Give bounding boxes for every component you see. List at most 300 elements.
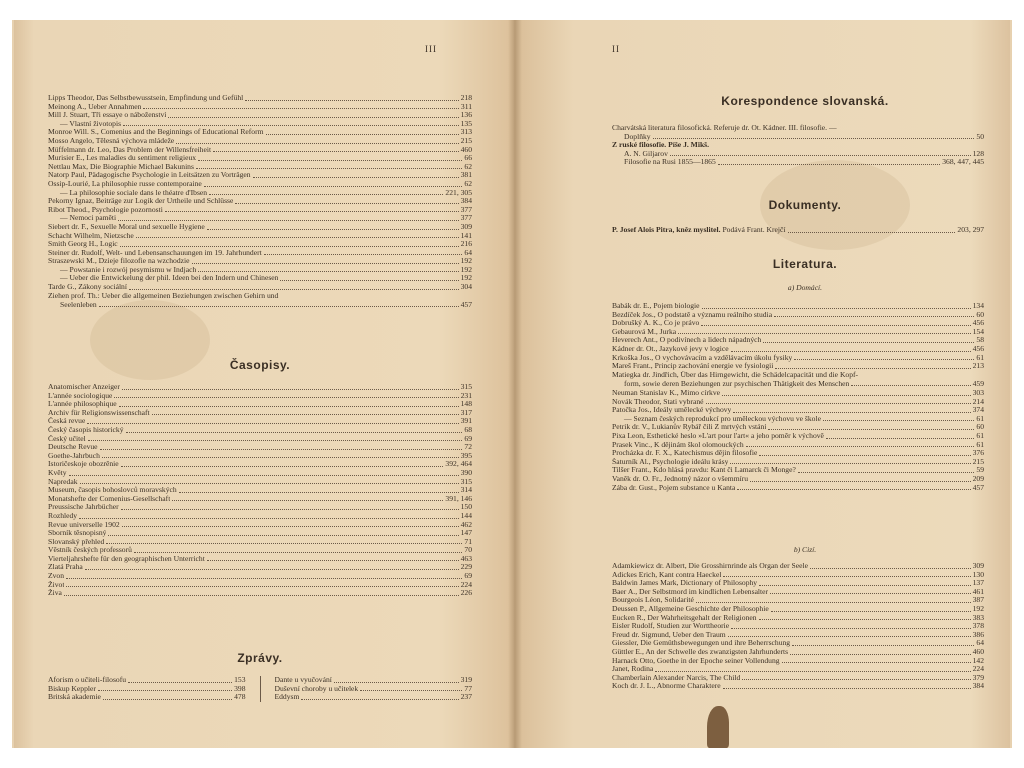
page-ref: 314 <box>460 485 472 495</box>
entry-text: — Nemoci paměti <box>60 214 117 223</box>
index-entry <box>612 657 984 666</box>
dot-leader <box>678 333 971 334</box>
dot-leader <box>103 699 232 700</box>
dot-leader <box>759 619 971 620</box>
page-ref: 374 <box>972 405 984 415</box>
index-entry <box>612 648 984 657</box>
dot-leader <box>722 395 971 396</box>
entry-text: Krkoška Jos., O vychovávacím a vzdělávacím úkolu fysiky <box>612 353 793 362</box>
index-entry <box>612 562 984 571</box>
dot-leader <box>701 325 970 326</box>
page-ref: 460 <box>460 144 472 154</box>
left-page-number: III <box>425 44 437 54</box>
entry-text: Eucken R., Der Wahrheitsgehalt der Religionen <box>612 613 757 622</box>
dot-leader <box>235 203 458 204</box>
page-ref: 457 <box>460 299 472 309</box>
page-ref: 61 <box>976 439 984 449</box>
entry-text: Zába dr. Gust., Pojem substance u Kanta <box>612 483 736 492</box>
entry-text: Museum, časopis bohoslovců moravských <box>48 486 177 495</box>
domaci-label: a) Domácí. <box>787 283 823 292</box>
index-entry <box>48 529 472 538</box>
entry-text: Gebaurová M., Jurka <box>612 327 677 336</box>
entry-text: Baldwin James Mark, Dictionary of Philosophy <box>612 579 758 588</box>
index-entry <box>612 389 984 398</box>
index-entry <box>612 605 984 614</box>
entry-text: Český časopis historický <box>48 425 124 434</box>
entry-text: Kádner dr. Ot., Jazykové jevy v logice <box>612 344 729 353</box>
page-ref: 213 <box>972 361 984 371</box>
page-ref: 134 <box>972 301 984 310</box>
page-ref: 192 <box>460 264 472 274</box>
entry-text: Charvátská literatura filosofická. Referuje dr. Ot. Kádner. III. filosofie. — <box>612 123 837 132</box>
casopisy-list <box>48 383 472 598</box>
entry-text: — La philosophie sociale dans le théatre d'Ibsen <box>60 188 208 197</box>
page-ref: 456 <box>972 318 984 328</box>
page-ref: 69 <box>464 433 472 443</box>
index-entry <box>612 406 984 415</box>
dot-leader <box>80 483 459 484</box>
dot-leader <box>87 423 458 424</box>
page-ref: 209 <box>972 473 984 483</box>
index-entry <box>48 120 472 129</box>
dot-leader <box>655 671 970 672</box>
dot-leader <box>702 308 971 309</box>
dot-leader <box>207 560 459 561</box>
entry-text: Prasek Vinc., K dějinám škol olomouckých <box>612 440 744 449</box>
entry-text: L'année philosophique <box>48 400 117 409</box>
index-entry <box>48 206 472 215</box>
entry-text: Archiv für Religionswissenschaft <box>48 408 150 417</box>
dot-leader <box>763 342 974 343</box>
page-ref: 459 <box>972 378 984 388</box>
dot-leader <box>723 688 971 689</box>
page-ref: 154 <box>972 326 984 336</box>
page-ref: 309 <box>972 561 984 570</box>
index-entry <box>48 128 472 137</box>
page-ref: 395 <box>460 450 472 460</box>
page-ref: 61 <box>976 430 984 440</box>
dot-leader <box>775 368 970 369</box>
page-ref: 130 <box>972 569 984 579</box>
page-ref: 226 <box>460 588 472 598</box>
page-ref: 59 <box>976 465 984 475</box>
index-entry <box>48 197 472 206</box>
dot-leader <box>69 475 459 476</box>
entry-text: Ribot Theod., Psychologie pozornosti <box>48 205 163 214</box>
page-ref: 192 <box>972 603 984 613</box>
page-ref: 462 <box>460 519 472 529</box>
index-entry <box>48 478 472 487</box>
page-ref: 218 <box>460 93 472 102</box>
matiegka-entry <box>612 371 984 388</box>
entry-text: Ziehen prof. Th.: Ueber die allgemeinen Beziehungen zwischen Gehirn und <box>48 291 279 300</box>
entry-text: Mareš Frant., Princip zachování energie ve fysiologii <box>612 362 774 371</box>
page-ref: 398 <box>234 683 246 693</box>
entry-text: Věstník českých professorů <box>48 546 132 555</box>
dokumenty-heading: Dokumenty. <box>768 198 842 212</box>
domaci-list-continued <box>612 389 984 492</box>
entry-text: Janet, Rodina <box>612 665 654 674</box>
page-damage <box>707 706 729 748</box>
page-ref: 144 <box>460 510 472 520</box>
index-entry <box>48 452 472 461</box>
page-ref: 381 <box>460 170 472 180</box>
zpravy-heading: Zprávy. <box>237 651 283 665</box>
dot-leader <box>759 585 971 586</box>
dot-leader <box>168 117 458 118</box>
entry-text: Eddysm <box>274 693 300 702</box>
dot-leader <box>794 359 974 360</box>
dot-leader <box>737 489 970 490</box>
dot-leader <box>245 100 458 101</box>
page-ref: 50 <box>976 131 984 141</box>
page-ref: 456 <box>972 343 984 353</box>
page-ref: 147 <box>460 528 472 538</box>
dot-leader <box>66 578 462 579</box>
entry-text: Pekorny Ignaz, Beiträge zur Logik der Urtheile und Schlüsse <box>48 197 234 206</box>
literatura-heading: Literatura. <box>772 257 838 271</box>
page-ref: 64 <box>464 247 472 257</box>
index-entry <box>612 398 984 407</box>
ruske-title: Z ruské filosofie. Píše J. Mikš. <box>612 140 710 150</box>
dot-leader <box>192 263 459 264</box>
index-entry <box>612 622 984 631</box>
cizi-label: b) Cizí. <box>793 545 817 554</box>
index-entry <box>48 469 472 478</box>
page-ref: 60 <box>976 422 984 432</box>
entry-text: Smith Georg H., Logic <box>48 240 118 249</box>
page-ref: 135 <box>460 118 472 128</box>
dot-leader <box>176 143 458 144</box>
entry-text: Šaturník Al., Psychologie ideálu krásy <box>612 457 729 466</box>
dot-leader <box>742 679 970 680</box>
entry-text: Česká revue <box>48 417 86 426</box>
index-entry <box>275 685 473 694</box>
dot-leader <box>823 420 974 421</box>
entry-text: Natorp Paul, Pädagogische Psychologie in Leitsätzen zu Vorträgen <box>48 171 251 180</box>
casopisy-heading: Časopisy. <box>229 358 291 372</box>
dot-leader <box>746 446 975 447</box>
page-ref: 368, 447, 445 <box>942 157 984 167</box>
entry-text: Deutsche Revue <box>48 443 98 452</box>
entry-text: — Vlastní životopis <box>60 119 122 128</box>
dot-leader <box>670 155 971 156</box>
page-ref: 215 <box>972 456 984 466</box>
index-entry <box>48 676 246 685</box>
page-ref: 463 <box>460 553 472 563</box>
page-ref: 71 <box>464 536 472 546</box>
dot-leader <box>120 246 459 247</box>
index-entry <box>612 345 984 354</box>
entry-text: Bezdíček Jos., O podstatě a významu reálního studia <box>612 310 773 319</box>
index-entry <box>612 466 984 475</box>
entry-text: Steiner dr. Rudolf, Welt- und Lebensanschauungen im 19. Jahrhundert <box>48 248 262 257</box>
entry-text: Tarde G., Zákony sociální <box>48 283 127 292</box>
dot-leader <box>88 440 463 441</box>
index-entry <box>612 158 984 167</box>
dot-leader <box>85 569 459 570</box>
index-entry <box>612 631 984 640</box>
page-ref: 376 <box>972 448 984 458</box>
entry-text: Sborník těsnopisný <box>48 529 107 538</box>
page-ref: 315 <box>460 476 472 486</box>
index-entry <box>275 676 473 685</box>
index-entry <box>48 214 472 223</box>
dot-leader <box>143 108 458 109</box>
entry-text: Doplňky <box>624 132 651 141</box>
index-entry <box>48 409 472 418</box>
index-entry <box>48 495 472 504</box>
page-ref: 229 <box>460 562 472 572</box>
entry-text: Slovanský přehled <box>48 537 105 546</box>
entry-text: Aforism o učiteli-filosofu <box>48 676 127 684</box>
index-entry <box>612 328 984 337</box>
entry-text: Meinong A., Ueber Annahmen <box>48 102 142 111</box>
index-entry <box>612 319 984 328</box>
entry-text: Siebert dr. F., Sexuelle Moral und sexuelle Hygiene <box>48 222 205 231</box>
page-ref: 153 <box>234 675 246 684</box>
dot-leader <box>264 254 463 255</box>
pitra-title: P. Josef Alois Pitra, kněz myslitel. <box>612 226 721 234</box>
page-ref: 311 <box>460 101 472 111</box>
dot-leader <box>750 481 971 482</box>
index-entry <box>48 232 472 241</box>
page-ref: 128 <box>972 148 984 158</box>
index-entry <box>48 180 472 189</box>
index-entry <box>48 392 472 401</box>
page-ref: 319 <box>460 675 472 684</box>
entry-text: Biskup Keppler <box>48 684 96 693</box>
dot-leader <box>798 472 975 473</box>
index-entry <box>48 223 472 232</box>
dot-leader <box>196 168 462 169</box>
index-entry <box>612 674 984 683</box>
dot-leader <box>774 316 974 317</box>
entry-text: form, sowie deren Beziehungen zur psychischen Thätigkeit des Menschen <box>624 379 850 388</box>
page-ref: 61 <box>976 352 984 362</box>
dot-leader <box>207 229 459 230</box>
dot-leader <box>771 611 971 612</box>
entry-text: Živa <box>48 589 62 598</box>
index-entry <box>48 572 472 581</box>
page-ref: 386 <box>972 629 984 639</box>
pitra-author: Podává Frant. Krejčí <box>720 226 786 234</box>
entry-text: Novák Theodor, Stati vybrané <box>612 397 704 406</box>
dot-leader <box>280 280 458 281</box>
domaci-list <box>612 302 984 371</box>
entry-text: Zvon <box>48 572 65 581</box>
index-entry <box>48 443 472 452</box>
index-entry <box>48 693 246 702</box>
ziehen-entry <box>48 292 472 309</box>
zpravy-left-column <box>48 676 246 702</box>
dot-leader <box>768 429 974 430</box>
page-ref: 313 <box>460 127 472 137</box>
index-entry <box>48 240 472 249</box>
entry-text: Babák dr. E., Pojem biologie <box>612 302 700 310</box>
index-entry <box>612 432 984 441</box>
page-ref: 60 <box>976 309 984 319</box>
entry-text: Mill J. Stuart, Tři essaye o náboženství <box>48 111 167 120</box>
entry-text: Adamkiewicz dr. Albert, Die Grosshirnrinde als Organ der Seele <box>612 562 808 570</box>
dot-leader <box>334 682 459 683</box>
zpravy-columns <box>48 676 472 702</box>
page-ref: 309 <box>460 221 472 231</box>
cizi-list <box>612 562 984 691</box>
dot-leader <box>108 535 458 536</box>
page-ref: 216 <box>460 239 472 249</box>
dot-leader <box>731 351 971 352</box>
dot-leader <box>790 654 971 655</box>
entry-text: Život <box>48 580 65 589</box>
dot-leader <box>121 466 444 467</box>
entry-text: Giessler, Die Gemüthsbewegungen und ihre Beherrschung <box>612 639 791 648</box>
entry-text: Procházka dr. F. X., Katechismus dějin filosofie <box>612 449 758 458</box>
page-ref: 192 <box>460 256 472 266</box>
index-entry <box>48 249 472 258</box>
page-ref: 215 <box>460 135 472 145</box>
dot-leader <box>728 636 971 637</box>
index-entry <box>48 486 472 495</box>
index-entry <box>612 449 984 458</box>
page-ref: 478 <box>234 692 246 702</box>
index-entry <box>48 555 472 564</box>
dot-leader <box>198 271 458 272</box>
entry-text: Koch dr. J. L., Abnorme Charaktere <box>612 682 721 691</box>
entry-text: Mosso Angelo, Tělesná výchova mládeže <box>48 136 175 145</box>
dot-leader <box>706 403 971 404</box>
entry-text: Napredak <box>48 477 78 486</box>
page-ref: 221, 305 <box>445 187 472 197</box>
entry-text: Pixa Leon, Esthetické heslo »L'art pour l'art« a jeho poměr k výchově <box>612 431 824 440</box>
entry-text: Deussen P., Allgemeine Geschichte der Philosophie <box>612 604 769 613</box>
page-ref: 224 <box>972 664 984 674</box>
entry-text: Müffelmann dr. Leo, Das Problem der Willensfreiheit <box>48 145 212 154</box>
index-entry <box>612 682 984 691</box>
dot-leader <box>204 186 463 187</box>
dot-leader <box>114 397 458 398</box>
page-ref: 378 <box>972 621 984 631</box>
entry-text: Vierteljahrshefte für den geographischen Unterricht <box>48 554 205 563</box>
page-ref: 317 <box>460 407 472 417</box>
index-entry <box>612 665 984 674</box>
page-ref: 203, 297 <box>957 225 984 234</box>
index-entry <box>48 426 472 435</box>
index-entry <box>48 503 472 512</box>
page-ref: 150 <box>460 502 472 512</box>
charvatska-entry <box>612 124 984 133</box>
entry-text: Revue universelle 1902 <box>48 520 120 529</box>
index-entry <box>612 336 984 345</box>
dot-leader <box>731 628 970 629</box>
page-ref: 58 <box>976 335 984 345</box>
index-entry <box>48 171 472 180</box>
entry-text: Straszewski M., Dzieje filozofie na wzchodzie <box>48 257 190 266</box>
dot-leader <box>122 389 459 390</box>
dot-leader <box>118 220 459 221</box>
dot-leader <box>165 211 459 212</box>
entry-text: Bourgeois Léon, Solidarité <box>612 596 694 605</box>
page-ref: 62 <box>464 178 472 188</box>
page-ref: 192 <box>460 273 472 283</box>
index-entry <box>612 579 984 588</box>
index-entry <box>612 423 984 432</box>
page-ref: 72 <box>464 442 472 452</box>
dot-leader <box>213 151 459 152</box>
entry-text: Freud dr. Sigmund, Ueber den Traum <box>612 630 726 639</box>
entry-text: Murisier E., Les maladies du sentiment religieux <box>48 154 197 163</box>
index-entry <box>48 521 472 530</box>
entry-text: Tilšer Frant., Kdo hlásá pravdu: Kant či Lamarck či Monge? <box>612 466 796 475</box>
index-entry <box>48 460 472 469</box>
index-entry <box>612 571 984 580</box>
entry-text: Istoričeskoje obozrěnie <box>48 460 119 469</box>
index-entry <box>48 103 472 112</box>
index-entry <box>48 435 472 444</box>
index-entry <box>48 417 472 426</box>
entry-text: Vaněk dr. O. Fr., Jednotný názor o všemmíru <box>612 474 749 483</box>
entry-text: Neuman Stanislav K., Mimo církve <box>612 389 720 397</box>
page-ref: 61 <box>976 413 984 423</box>
entry-text: Anatomischer Anzeiger <box>48 383 120 391</box>
zpravy-right-column <box>275 676 473 702</box>
dot-leader <box>733 412 970 413</box>
entry-text: Zlatá Praha <box>48 563 83 572</box>
entry-text: Matiegka dr. Jindřich, Über das Hirngewicht, die Schädelcapacität und die Kopf- <box>612 370 859 379</box>
dot-leader <box>360 690 462 691</box>
page-ref: 64 <box>976 638 984 648</box>
entry-text: Chamberlain Alexander Narcis, The Child <box>612 673 741 682</box>
dot-leader <box>826 438 974 439</box>
entry-text: — Seznam českých reprodukcí pro uměleckou výchovu ve škole <box>624 414 821 423</box>
page-ref: 66 <box>464 153 472 163</box>
dot-leader <box>730 463 970 464</box>
entry-text: Britská akademie <box>48 693 101 702</box>
dot-leader <box>123 125 459 126</box>
dot-leader <box>253 177 459 178</box>
page-ref: 137 <box>972 578 984 588</box>
entry-text: Monatshefte der Comenius-Gesellschaft <box>48 494 171 503</box>
dot-leader <box>152 414 459 415</box>
page-ref: 384 <box>460 196 472 206</box>
column-divider <box>260 676 261 702</box>
author-index-list <box>48 94 472 292</box>
index-entry <box>48 154 472 163</box>
dot-leader <box>696 602 971 603</box>
entry-text: Rozhledy <box>48 511 78 520</box>
entry-text: L'année sociologique <box>48 391 113 400</box>
dot-leader <box>64 595 459 596</box>
page-ref: 148 <box>460 399 472 409</box>
index-entry <box>48 383 472 392</box>
page-ref: 460 <box>972 646 984 656</box>
dot-leader <box>102 457 459 458</box>
index-entry <box>612 596 984 605</box>
entry-text: A. N. Giljarov <box>624 149 668 158</box>
dot-leader <box>134 552 462 553</box>
page-ref: 77 <box>464 683 472 693</box>
page-ref: 457 <box>972 482 984 492</box>
index-entry <box>612 354 984 363</box>
page-ref: 62 <box>464 161 472 171</box>
index-entry <box>48 266 472 275</box>
page-ref: 136 <box>460 110 472 120</box>
dot-leader <box>98 690 232 691</box>
page-ref: 68 <box>464 424 472 434</box>
entry-text: Heverech Ant., O podivínech a lidech nápadných <box>612 336 762 345</box>
index-entry <box>48 546 472 555</box>
entry-text: Český učitel <box>48 434 86 443</box>
